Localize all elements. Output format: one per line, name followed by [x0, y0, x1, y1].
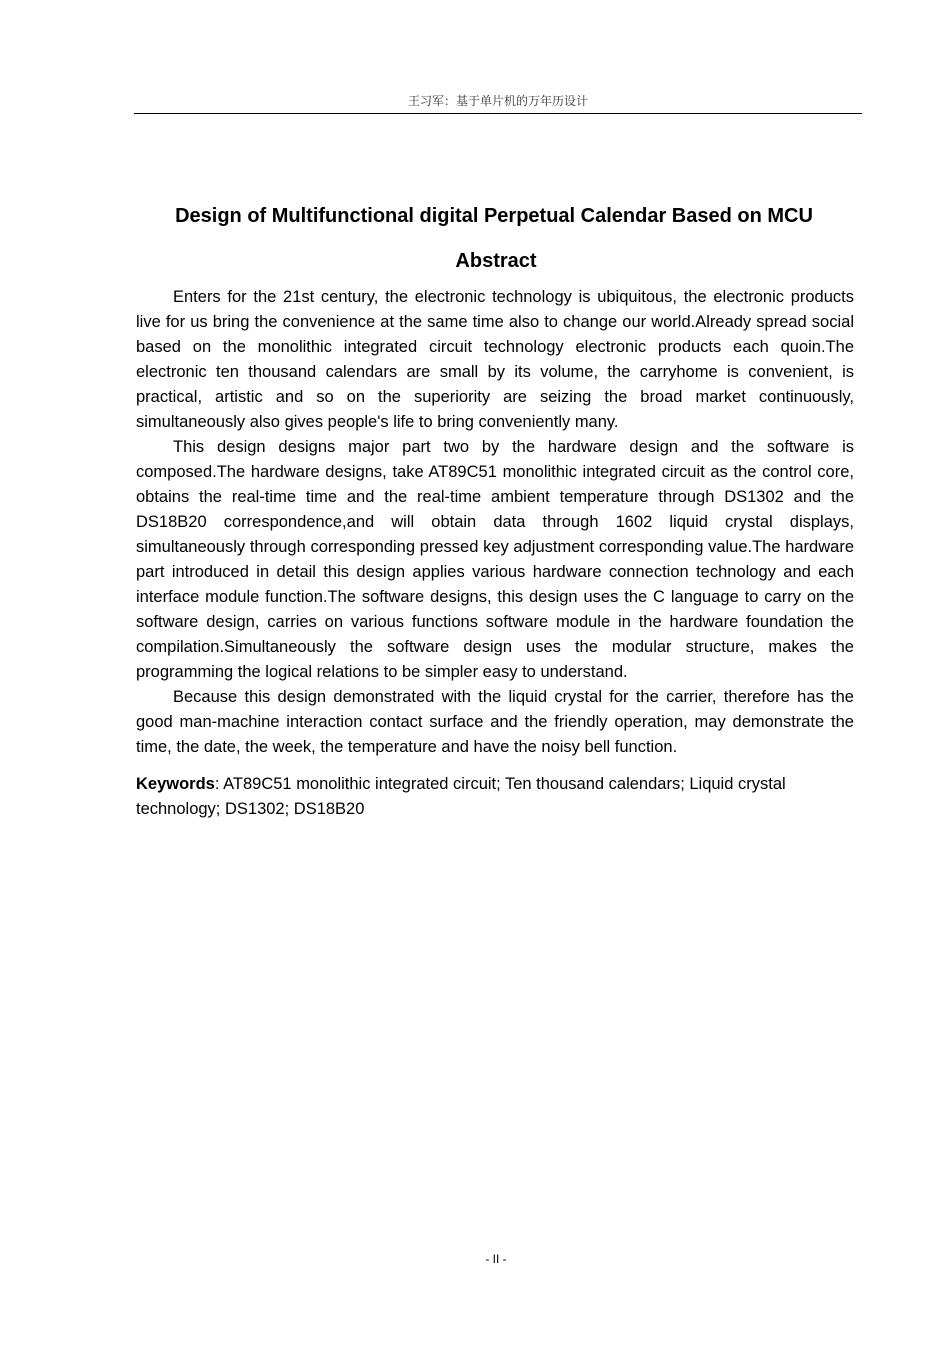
running-header: 王习军：基于单片机的万年历设计 [407, 94, 588, 108]
paper-title: Design of Multifunctional digital Perpetual Calendar Based on MCU [175, 205, 813, 227]
keywords [136, 772, 854, 822]
abstract-body [136, 285, 854, 760]
keywords-text: AT89C51 monolithic integrated circuit; Ten thousand calendars; Liquid crystal technology; DS1302; DS18B20 [136, 775, 786, 818]
page-number: - II - [485, 1252, 507, 1266]
keywords-separator: : [214, 775, 220, 793]
abstract-paragraph-1: Enters for the 21st century, the electronic technology is ubiquitous, the electronic products live for us bring the convenience at the same time also to change our world.Already spread social based on the monolithic integrated circuit technology electronic products each quoin.The electronic ten thousand calendars are small by its volume, the carryhome is convenient, is practical, artistic and so on the superiority are seizing the broad market continuously, simultaneously also gives people's life to bring conveniently many. [136, 288, 854, 431]
header-rule [134, 113, 862, 114]
abstract-paragraph-3: Because this design demonstrated with the liquid crystal for the carrier, therefore has the good man-machine interaction contact surface and the friendly operation, may demonstrate the time, the date, the week, the temperature and have the noisy bell function. [136, 688, 854, 756]
abstract-heading: Abstract [455, 250, 537, 272]
keywords-label: Keywords [136, 775, 215, 793]
abstract-paragraph-2: This design designs major part two by the hardware design and the software is composed.The hardware designs, take AT89C51 monolithic integrated circuit as the control core, obtains the real-time time and the real-time ambient temperature through DS1302 and the DS18B20 correspondence,and will obtain data through 1602 liquid crystal displays, simultaneously through corresponding pressed key adjustment corresponding value.The hardware part introduced in detail this design applies various hardware connection technology and each interface module function.The software designs, this design uses the C language to carry on the software design, carries on various functions software module in the hardware foundation the compilation.Simultaneously the software design uses the modular structure, makes the programming the logical relations to be simpler easy to understand. [136, 438, 854, 681]
